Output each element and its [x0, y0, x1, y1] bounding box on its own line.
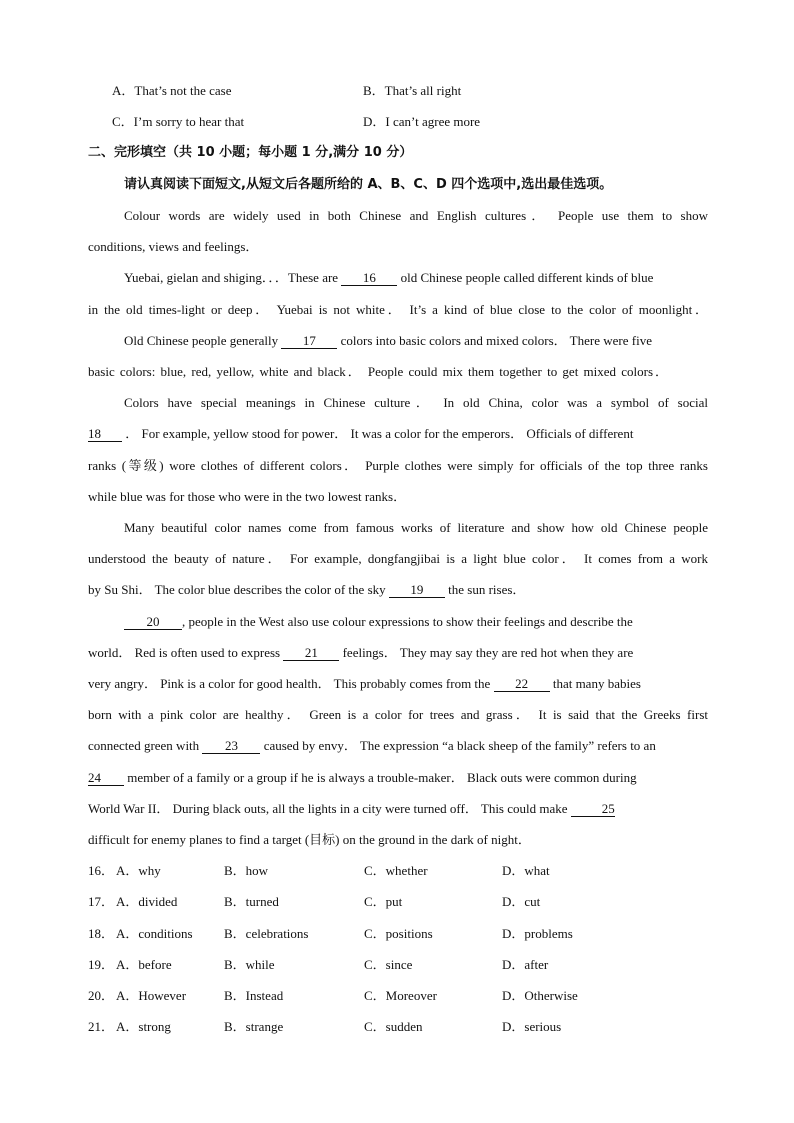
passage-line — [124, 270, 653, 286]
passage-text: colors into basic colors and mixed colors． There were five — [340, 333, 652, 348]
passage-line — [88, 582, 525, 598]
passage-line: while blue was for those who were in the two lowest ranks． — [88, 489, 407, 504]
question-number: 19． — [88, 957, 115, 972]
passage-line: understood the beauty of nature． For example, dongfangjibai is a light blue color． It comes from a work — [88, 551, 708, 566]
option-b: B．turned — [224, 894, 279, 909]
section-heading: 二、完形填空（共 10 小题；每小题 1 分,满分 10 分） — [88, 145, 413, 160]
blank-17: 17 — [281, 334, 337, 349]
passage-text: World War II． During black outs, all the lights in a city were turned off． This could make — [88, 801, 568, 816]
option-b: B．while — [224, 957, 275, 972]
passage-text: the sun rises． — [448, 582, 526, 597]
option-d: D．what — [502, 863, 550, 878]
passage-line: Many beautiful color names come from famous works of literature and show how old Chinese people — [124, 520, 708, 535]
option-b: B．celebrations — [224, 926, 309, 941]
option-c: C．positions — [364, 926, 433, 941]
prev-option-c: C．I’m sorry to hear that — [112, 114, 245, 129]
option-a: A．before — [116, 957, 172, 972]
blank-22: 22 — [494, 677, 550, 692]
blank-23: 23 — [202, 739, 260, 754]
option-c: C．put — [364, 894, 403, 909]
question-number: 16． — [88, 863, 115, 878]
passage-line — [88, 738, 656, 754]
passage-line: Colors have special meanings in Chinese culture． In old China, color was a symbol of social — [124, 395, 708, 410]
option-c: C．since — [364, 957, 413, 972]
passage-text: Yuebai, gielan and shiging．．．These are — [124, 270, 339, 285]
option-a: A．why — [116, 863, 161, 878]
passage-line — [88, 645, 633, 661]
question-number: 18． — [88, 926, 115, 941]
option-c: C．whether — [364, 863, 428, 878]
option-c: C．sudden — [364, 1019, 423, 1034]
passage-line — [88, 676, 641, 692]
passage-text: that many babies — [552, 676, 641, 691]
prev-option-b: B．That’s all right — [363, 83, 462, 98]
passage-line — [88, 426, 633, 442]
question-number: 17． — [88, 894, 115, 909]
option-d: D．Otherwise — [502, 988, 578, 1003]
blank-20: 20 — [124, 615, 182, 630]
blank-21: 21 — [283, 646, 339, 661]
passage-text: connected green with — [88, 738, 200, 753]
passage-line — [88, 770, 637, 786]
option-a: A．conditions — [116, 926, 193, 941]
passage-line: difficult for enemy planes to find a target (目标) on the ground in the dark of night． — [88, 832, 531, 847]
prev-option-d: D．I can’t agree more — [363, 114, 481, 129]
blank-24: 24 — [88, 771, 124, 786]
blank-18: 18 — [88, 427, 122, 442]
passage-line: conditions, views and feelings． — [88, 239, 259, 254]
passage-line: in the old times-light or deep． Yuebai is not white． It’s a kind of blue close to the color of moonlight． — [88, 302, 708, 317]
passage-text: member of a family or a group if he is always a trouble-maker． Black outs were common during — [127, 770, 637, 785]
question-number: 20． — [88, 988, 115, 1003]
option-b: B．how — [224, 863, 269, 878]
option-a: A．strong — [116, 1019, 171, 1034]
prev-option-a: A．That’s not the case — [112, 83, 232, 98]
option-b: B．Instead — [224, 988, 284, 1003]
passage-text: , people in the West also use colour expressions to show their feelings and describe the — [182, 614, 633, 629]
passage-line — [124, 614, 633, 630]
passage-text: world． Red is often used to express — [88, 645, 281, 660]
passage-line: ranks (等级) wore clothes of different colors． Purple clothes were simply for officials of the top three ranks — [88, 458, 708, 473]
passage-text: feelings． They may say they are red hot when they are — [342, 645, 634, 660]
option-d: D．after — [502, 957, 549, 972]
blank-19: 19 — [389, 583, 445, 598]
passage-text: caused by envy． The expression “a black sheep of the family” refers to an — [263, 738, 656, 753]
option-c: C．Moreover — [364, 988, 437, 1003]
passage-line — [88, 801, 615, 817]
option-d: D．cut — [502, 894, 541, 909]
option-d: D．problems — [502, 926, 573, 941]
passage-line — [124, 333, 652, 349]
passage-text: very angry． Pink is a color for good health． This probably comes from the — [88, 676, 491, 691]
blank-25: 25 — [571, 802, 615, 817]
passage-line: Colour words are widely used in both Chinese and English cultures． People use them to show — [124, 208, 708, 223]
option-a: A．However — [116, 988, 187, 1003]
question-number: 21． — [88, 1019, 115, 1034]
passage-line: born with a pink color are healthy． Green is a color for trees and grass． It is said that the Greeks first — [88, 707, 708, 722]
passage-line: basic colors: blue, red, yellow, white and black． People could mix them together to get mixed colors． — [88, 364, 668, 379]
option-a: A．divided — [116, 894, 178, 909]
passage-text: ． For example, yellow stood for power． It was a color for the emperors． Officials of different — [125, 426, 634, 441]
blank-16: 16 — [341, 271, 397, 286]
option-b: B．strange — [224, 1019, 284, 1034]
passage-text: old Chinese people called different kinds of blue — [400, 270, 654, 285]
option-d: D．serious — [502, 1019, 562, 1034]
passage-text: by Su Shi． The color blue describes the color of the sky — [88, 582, 386, 597]
passage-text: Old Chinese people generally — [124, 333, 279, 348]
section-instruction: 请认真阅读下面短文,从短文后各题所给的 A、B、C、D 四个选项中,选出最佳选项。 — [124, 177, 613, 192]
